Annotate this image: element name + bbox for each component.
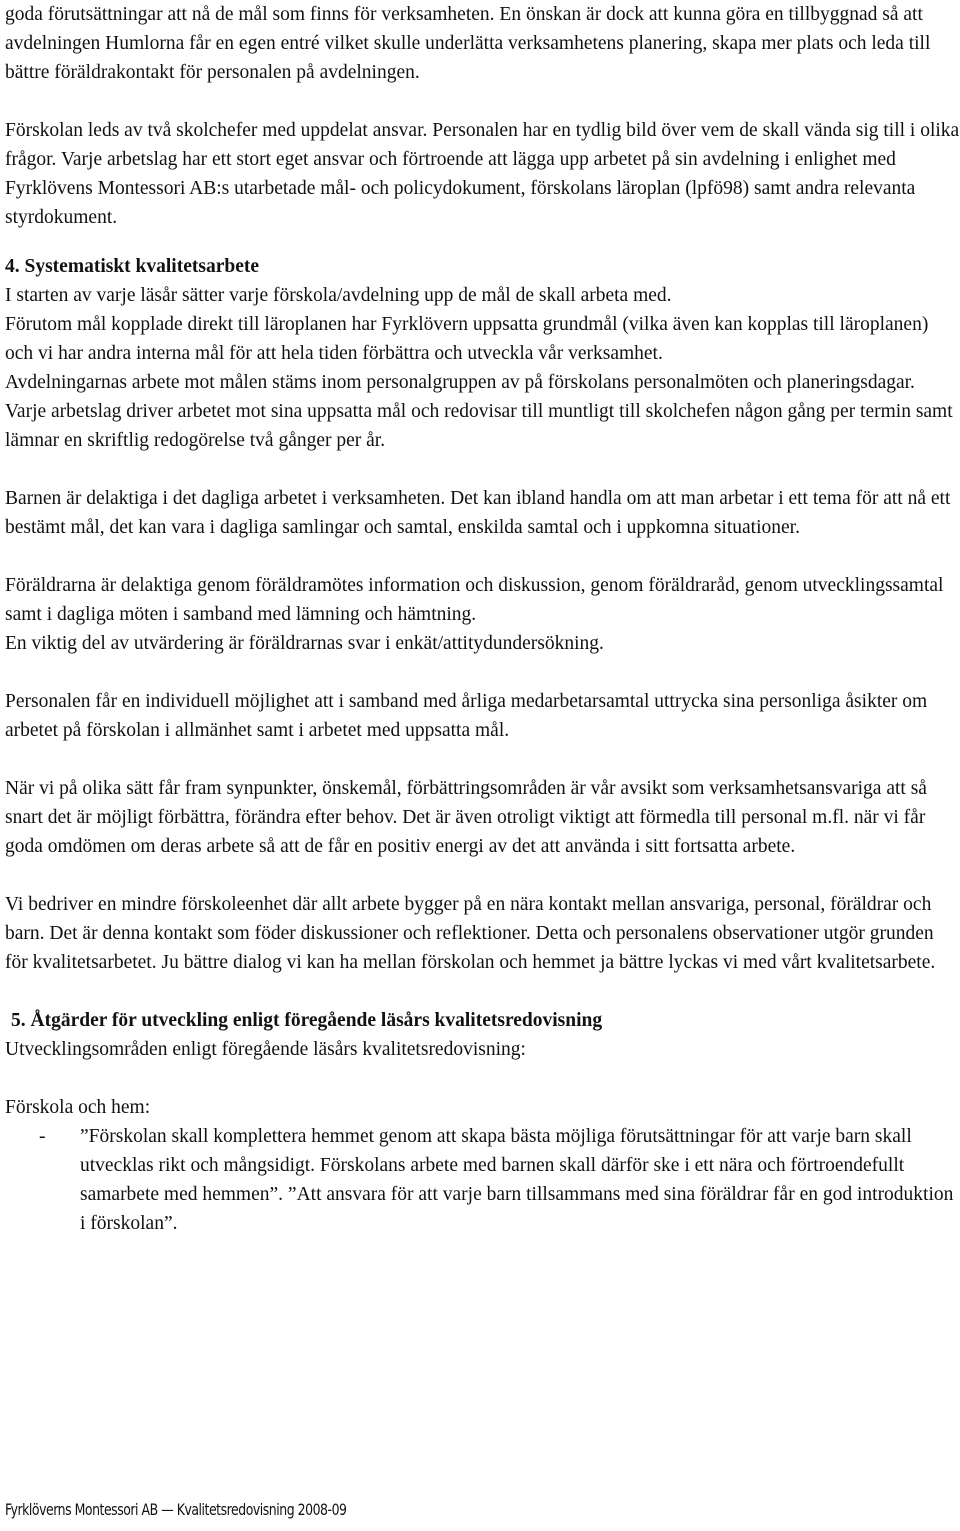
paragraph-survey: En viktig del av utvärdering är föräldrarnas svar i enkät/attitydundersökning. — [5, 633, 604, 654]
paragraph-feedback: När vi på olika sätt får fram synpunkter, önskemål, förbättringsområden är vår avsikt som verksamhetsansvariga att så snart det är möjligt förbättra, förändra efter behov. Det är även otroligt viktigt att förmedla till personal m.fl. när vi får goda omdömen om deras arbete så att de får en positiv energi av det att använda i sitt fortsatta arbete. — [5, 778, 927, 857]
paragraph-parents: Föräldrarna är delaktiga genom föräldramötes information och diskussion, genom föräldraråd, genom utvecklingssamtal samt i dagliga möten i samband med lämning och hämtning. — [5, 575, 944, 625]
paragraph-departments: Avdelningarnas arbete mot målen stäms inom personalgruppen av på förskolans personalmöten och planeringsdagar. Varje arbetslag driver arbetet mot sina uppsatta mål och redovisar till muntligt till skolchefen någon gång per termin samt lämnar en skriftlig redogörelse två gånger per år. — [5, 372, 953, 451]
list-item — [5, 1122, 960, 1238]
paragraph-leadership: Förskolan leds av två skolchefer med uppdelat ansvar. Personalen har en tydlig bild över vem de skall vända sig till i olika frågor. Varje arbetslag har ett stort eget ansvar och förtroende att lägga upp arbetet på sin avdelning i enlighet med Fyrklövens Montessori AB:s utarbetade mål- och policydokument, förskolans läroplan (lpfö98) samt andra relevanta styrdokument. — [5, 120, 960, 228]
list-dash: - — [39, 1126, 46, 1147]
paragraph-school-home: Förskola och hem: — [5, 1097, 151, 1118]
paragraph-intro: goda förutsättningar att nå de mål som finns för verksamheten. En önskan är dock att kunna göra en tillbyggnad så att avdelningen Humlorna får en egen entré vilket skulle underlätta verksamhetens planering, skapa mer plats och leda till bättre föräldrakontakt för personalen på avdelningen. — [5, 4, 931, 83]
paragraph-small-unit: Vi bedriver en mindre förskoleenhet där allt arbete bygger på en nära kontakt mellan ansvariga, personal, föräldrar och barn. Det är denna kontakt som föder diskussioner och reflektioner. Detta och personalens observationer utgör grunden för kvalitetsarbetet. Ju bättre dialog vi kan ha mellan förskolan och hemmet ja bättre lyckas vi med vårt kvalitetsarbete. — [5, 894, 936, 973]
section-heading-5: 5. Åtgärder för utveckling enligt föregående läsårs kvalitetsredovisning — [11, 1010, 603, 1031]
list-item-text: ”Förskolan skall komplettera hemmet genom att skapa bästa möjliga förutsättningar för att varje barn skall utvecklas rikt och mångsidigt. Förskolans arbete med barnen skall därför ske i ett nära och förtroendefullt samarbete med hemmen”. ”Att ansvara för att varje barn tillsammans med sina föräldrar får en god introduktion i förskolan”. — [80, 1126, 954, 1234]
paragraph-goals: I starten av varje läsår sätter varje förskola/avdelning upp de mål de skall arbeta med. — [5, 285, 672, 306]
paragraph-base-goals: Förutom mål kopplade direkt till läroplanen har Fyrklövern uppsatta grundmål (vilka även kan kopplas till läroplanen) och vi har andra interna mål för att hela tiden förbättra och utveckla vår verksamhet. — [5, 314, 929, 364]
paragraph-children: Barnen är delaktiga i det dagliga arbetet i verksamheten. Det kan ibland handla om att man arbetar i ett tema för att nå ett bestämt mål, det kan vara i dagliga samlingar och samtal, enskilda samtal och i uppkomna situationer. — [5, 488, 951, 538]
page-footer: Fyrklöverns Montessori AB — Kvalitetsredovisning 2008-09 — [5, 1500, 347, 1519]
paragraph-development-areas: Utvecklingsområden enligt föregående läsårs kvalitetsredovisning: — [5, 1039, 526, 1060]
document-page — [5, 0, 960, 1238]
paragraph-staff: Personalen får en individuell möjlighet att i samband med årliga medarbetarsamtal uttrycka sina personliga åsikter om arbetet på förskolan i allmänhet samt i arbetet med uppsatta mål. — [5, 691, 928, 741]
section-heading-4: 4. Systematiskt kvalitetsarbete — [5, 256, 260, 277]
